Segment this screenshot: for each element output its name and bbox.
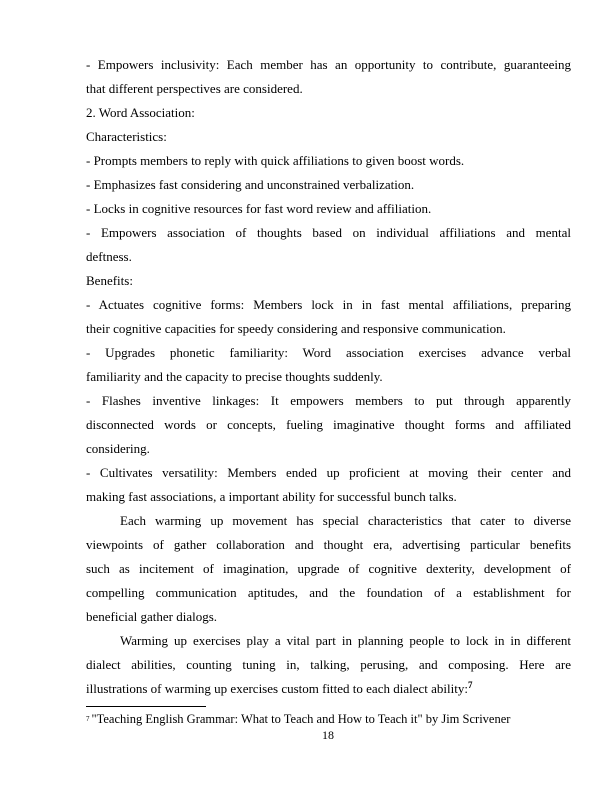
list-item: - Actuates cognitive forms: Members lock in in fast mental affiliations, preparing (86, 297, 571, 312)
text-line: that different perspectives are considered. (86, 81, 303, 96)
footnote (86, 711, 510, 727)
paragraph-line: compelling communication aptitudes, and the foundation of a establishment for (86, 585, 571, 600)
text-line: deftness. (86, 249, 132, 264)
text-line: disconnected words or concepts, fueling imaginative thought forms and affiliated (86, 417, 571, 432)
footnote-divider (86, 706, 206, 707)
subheading-benefits: Benefits: (86, 273, 133, 288)
text-line: making fast associations, a important ability for successful bunch talks. (86, 489, 457, 504)
footnote-text: "Teaching English Grammar: What to Teach and How to Teach it" by Jim Scrivener (91, 712, 511, 726)
paragraph-line: viewpoints of gather collaboration and thought era, advertising particular benefits (86, 537, 571, 552)
list-item: - Emphasizes fast considering and unconstrained verbalization. (86, 177, 415, 192)
list-item: - Prompts members to reply with quick affiliations to given boost words. (86, 153, 465, 168)
text-line: their cognitive capacities for speedy considering and responsive communication. (86, 321, 506, 336)
text-line: familiarity and the capacity to precise thoughts suddenly. (86, 369, 383, 384)
text-line: considering. (86, 441, 150, 456)
paragraph-line: dialect abilities, counting tuning in, talking, perusing, and composing. Here are (86, 657, 571, 672)
text-line: - Empowers inclusivity: Each member has an opportunity to contribute, guaranteeing (86, 57, 571, 72)
paragraph-line: Warming up exercises play a vital part in planning people to lock in in different (120, 633, 571, 648)
list-item: - Upgrades phonetic familiarity: Word association exercises advance verbal (86, 345, 571, 360)
list-item: - Cultivates versatility: Members ended up proficient at moving their center and (86, 465, 571, 480)
list-item: - Locks in cognitive resources for fast word review and affiliation. (86, 201, 432, 216)
list-item: - Empowers association of thoughts based on individual affiliations and mental (86, 225, 571, 240)
footnote-reference[interactable]: 7 (467, 680, 473, 690)
page-number: 18 (322, 728, 334, 742)
paragraph-line-with-footnote (86, 677, 571, 701)
list-item: - Flashes inventive linkages: It empowers members to put through apparently (86, 393, 571, 408)
paragraph-line: Each warming up movement has special characteristics that cater to diverse (120, 513, 571, 528)
page-body (86, 53, 571, 701)
footnote-marker: 7 (86, 715, 90, 723)
section-heading: 2. Word Association: (86, 105, 195, 120)
paragraph-text: illustrations of warming up exercises custom fitted to each dialect ability: (86, 681, 468, 696)
subheading-characteristics: Characteristics: (86, 129, 167, 144)
paragraph-line: beneficial gather dialogs. (86, 609, 218, 624)
paragraph-line: such as incitement of imagination, upgrade of cognitive dexterity, development of (86, 561, 571, 576)
